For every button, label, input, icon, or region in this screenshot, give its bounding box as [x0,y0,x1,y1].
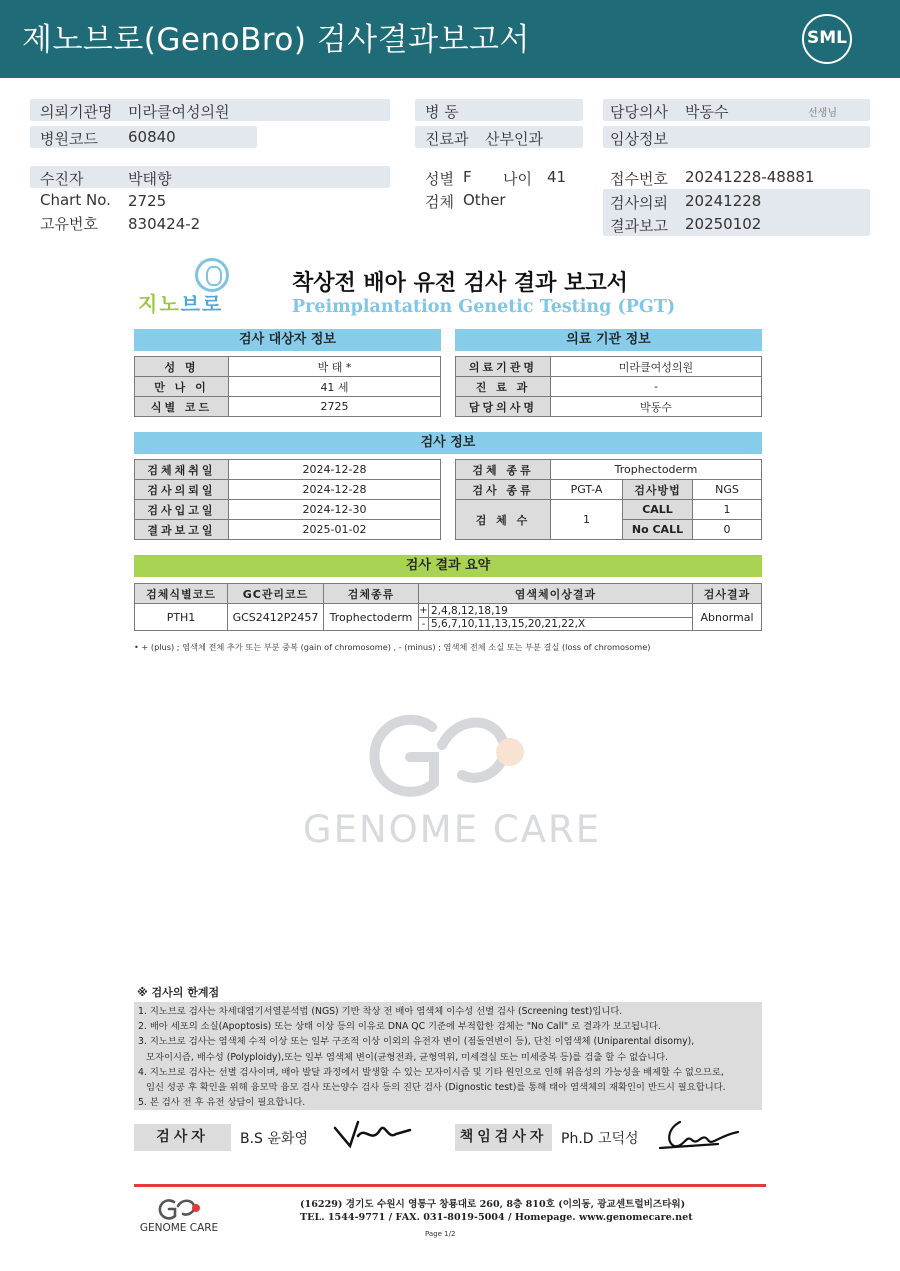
specimen-type-value: Trophectoderm [551,460,762,480]
report-title-en: Preimplantation Genetic Testing (PGT) [292,297,676,317]
footer-logo [134,1197,224,1237]
patient-label: 수진자 [40,170,84,188]
inst-name-key: 의료기관명 [456,357,551,377]
footer-address-block [300,1198,693,1224]
doctor-value: 박동수 [685,103,729,121]
nocall-key: No CALL [623,520,693,540]
limits-title: ※ 검사의 한계점 [137,986,220,999]
limit-line-1: 1. 지노브로 검사는 차세대염기서열분석법 (NGS) 기반 착상 전 배아 염색체 이수성 선별 검사 (Screening test)입니다. [138,1006,623,1017]
institution-value: 미라클여성의원 [128,103,230,121]
limits-box [134,1002,762,1110]
plus-sign: + [419,605,428,616]
specimen-label: 검체 [425,193,454,211]
header-specimen-type: 검체종류 [324,584,419,604]
genobro-logo-text-green: 지노 [138,292,181,316]
genome-care-logo-icon [154,1197,204,1221]
table-row [135,604,762,618]
institution-table [455,356,762,417]
footer-logo-text: GENOME CARE [139,1222,219,1234]
receipt-label: 접수번호 [610,170,668,188]
table-row [135,460,441,480]
id-value: 830424-2 [128,215,201,233]
collect-date-key: 검체채취일 [135,460,229,480]
test-specimen-table [455,459,762,540]
summary-gc: GCS2412P2457 [228,604,324,631]
report-date-value: 2025-01-02 [229,520,441,540]
request-label: 검사의뢰 [610,194,668,212]
summary-code: PTH1 [135,604,228,631]
header-specimen-code: 검체식별코드 [135,584,228,604]
subject-name-value: 박 태 * [229,357,441,377]
request-date-key: 검사의뢰일 [135,480,229,500]
table-row [135,584,762,604]
report-header-title: 제노브로(GenoBro) 검사결과보고서 [22,22,530,58]
receive-date-value: 2024-12-30 [229,500,441,520]
institution-section-title: 의료 기관 정보 [455,329,762,351]
request-value: 20241228 [685,192,762,210]
patient-value: 박태향 [128,170,172,188]
table-row [456,397,762,417]
method-value: NGS [693,480,762,500]
table-row [456,500,762,520]
report-label: 결과보고 [610,217,668,235]
dna-icon [195,258,229,292]
hospital-code-label: 병원코드 [40,130,98,148]
age-label: 나이 [503,170,532,188]
id-label: 고유번호 [40,215,98,233]
footer-contact: TEL. 1544-9771 / FAX. 031-8019-5004 / Homepage. www.genomecare.net [300,1212,693,1223]
footer-divider [134,1184,766,1187]
inst-dept-value: - [551,377,762,397]
genome-care-watermark [272,705,632,860]
table-row [135,520,441,540]
dept-value: 산부인과 [485,130,543,148]
report-date-key: 결과보고일 [135,520,229,540]
test-dates-table [134,459,441,540]
table-row [456,377,762,397]
hospital-code-value: 60840 [128,128,176,146]
subject-id-key: 식별 코드 [135,397,229,417]
chief-tester-signature [658,1118,742,1152]
table-row [135,397,441,417]
limit-line-3: 3. 지노브로 검사는 염색체 수적 이상 또는 일부 구조적 이상 이외의 유전자 변이 (점돌연변이 등), 단친 이염색체 (Uniparental disomy), [138,1036,695,1048]
sml-logo: SML [802,14,852,64]
inst-dept-key: 진 료 과 [456,377,551,397]
summary-table [134,583,762,631]
limit-line-5: 4. 지노브로 검사는 선별 검사이며, 배아 발달 과정에서 발생할 수 있는 모자이시즘 및 기타 원인으로 인해 위음성의 가능성을 배제할 수 없으므로, [138,1066,724,1078]
header-test-result: 검사결과 [693,584,762,604]
sex-label: 성별 [425,170,454,188]
subject-age-key: 만 나 이 [135,377,229,397]
minus-chromosomes: 5,6,7,10,11,13,15,20,21,22,X [429,618,693,631]
table-row [135,357,441,377]
page-number: Page 1/2 [425,1230,456,1238]
report-value: 20250102 [685,215,762,233]
tester-signature [330,1116,412,1152]
specimen-value: Other [463,191,506,209]
limit-line-7: 5. 본 검사 전 후 유전 상담이 필요합니다. [138,1097,306,1109]
header-chromosome-result: 염색체이상결과 [419,584,693,604]
doctor-label: 담당의사 [610,103,668,121]
specimen-type-key: 검체 종류 [456,460,551,480]
table-row [135,500,441,520]
limit-line-6: 임신 성공 후 확인을 위해 융모막 융모 검사 또는양수 검사 등의 진단 검사 (Dignostic test)를 통해 태아 염색체의 재확인이 반드시 필요합니다. [146,1082,726,1094]
summary-section-title: 검사 결과 요약 [134,555,762,577]
subject-section-title: 검사 대상자 정보 [134,329,441,351]
receipt-value: 20241228-48881 [685,168,815,186]
doctor-suffix: 선생님 [808,108,837,119]
nocall-value: 0 [693,520,762,540]
tester-label: 검사자 [134,1124,231,1151]
subject-age-value: 41 세 [229,377,441,397]
sex-value: F [463,168,472,186]
dept-label: 진료과 [425,130,469,148]
limit-line-2: 2. 배아 세포의 소실(Apoptosis) 또는 상태 이상 등의 이유로 DNA QC 기준에 부적합한 검체는 "No Call" 로 결과가 보고됩니다. [138,1021,661,1033]
genobro-logo-text-blue: 브로 [180,292,224,316]
clinical-label: 임상정보 [610,130,668,148]
summary-result: Abnormal [693,604,762,631]
count-value: 1 [551,500,623,540]
chief-tester-label: 책임검사자 [455,1124,552,1151]
test-type-value: PGT-A [551,480,623,500]
bg-patient [30,166,390,188]
call-key: CALL [623,500,693,520]
test-section-title: 검사 정보 [134,432,762,454]
inst-doctor-key: 담당의사명 [456,397,551,417]
test-type-key: 검사 종류 [456,480,551,500]
table-row [456,460,762,480]
subject-id-value: 2725 [229,397,441,417]
ward-label: 병 동 [425,103,459,121]
table-row [135,377,441,397]
plus-chromosomes: 2,4,8,12,18,19 [429,604,693,618]
inst-name-value: 미라클여성의원 [551,357,762,377]
minus-sign: - [419,618,429,631]
limit-line-4: 모자이시즘, 배수성 (Polyploidy),또는 일부 염색체 변이(균형전좌, 균형역위, 미세결실 또는 미세중복 등)를 검출 할 수 없습니다. [146,1051,668,1063]
table-row [456,480,762,500]
watermark-text: GENOME CARE [302,808,602,851]
subject-table [134,356,441,417]
chief-tester-name: Ph.D 고덕성 [561,1131,639,1147]
table-row [135,480,441,500]
chart-value: 2725 [128,192,167,210]
method-key: 검사방법 [623,480,693,500]
age-value: 41 [547,168,567,186]
institution-label: 의뢰기관명 [40,103,113,121]
tester-name: B.S 윤화영 [240,1131,308,1147]
receive-date-key: 검사입고일 [135,500,229,520]
header-bar [0,0,900,78]
chart-label: Chart No. [40,191,111,209]
report-title-ko: 착상전 배아 유전 검사 결과 보고서 [292,271,628,296]
genobro-logo [138,258,248,320]
footer-address: (16229) 경기도 수원시 영통구 창룡대로 260, 8층 810호 (이의동, 광교센트럴비즈타워) [300,1199,686,1210]
count-key: 검 체 수 [456,500,551,540]
request-date-value: 2024-12-28 [229,480,441,500]
collect-date-value: 2024-12-28 [229,460,441,480]
inst-doctor-value: 박동수 [551,397,762,417]
subject-name-key: 성 명 [135,357,229,377]
summary-type: Trophectoderm [324,604,419,631]
header-gc-code: GC관리코드 [228,584,324,604]
summary-legend: • + (plus) ; 염색체 전체 추가 또는 부분 중복 (gain of chromosome) , - (minus) ; 염색체 전체 소실 또는 부분 결실 (loss of chromosome) [134,642,651,652]
genome-care-watermark-icon [272,705,632,805]
call-value: 1 [693,500,762,520]
table-row [456,357,762,377]
